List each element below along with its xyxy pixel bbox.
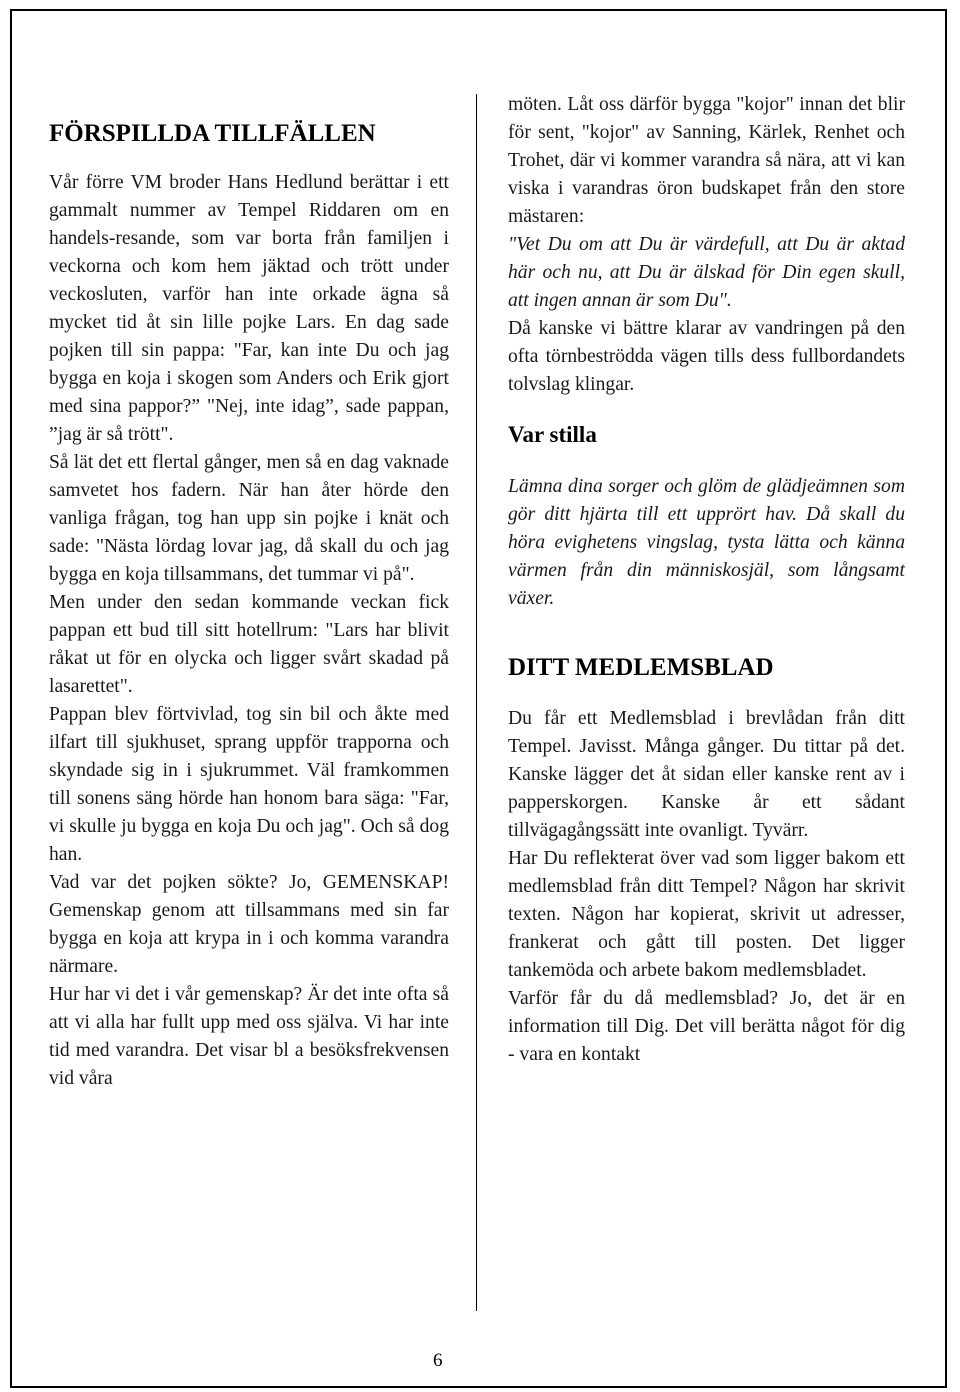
right-column: [508, 91, 905, 1069]
poem-title: Var stilla: [508, 422, 597, 447]
article-quote: "Vet Du om att Du är värdefull, att Du är aktad här och nu, att Du är älskad för Din egen skull, att ingen annan är som Du".: [508, 234, 905, 311]
article-closing: Då kanske vi bättre klarar av vandringen på den ofta törnbeströdda vägen tills dess fullbordandets tolvslag klingar.: [508, 318, 905, 395]
article-paragraph: Pappan blev förtvivlad, tog sin bil och åkte med ilfart till sjukhuset, sprang uppför trapporna och skyndade sig in i sjukrummet. Väl framkommen till sonens säng hörde han honom bara säga: "Far, vi skulle ju bygga en koja Du och jag". Och så dog han.: [49, 704, 449, 865]
article-paragraph: Så lät det ett flertal gånger, men så en dag vaknade samvetet hos fadern. När han åter hörde den vanliga frågan, tog han upp sin pojke i knät och sade: "Nästa lördag lovar jag, då skall du och jag bygga en koja tillsammans, det tummar vi på".: [49, 452, 449, 585]
poem-text: Lämna dina sorger och glöm de glädjeämnen som gör ditt hjärta till ett upprört hav. Då skall du höra evighetens vingslag, tysta lätta och känna värmen från din människosjäl, som långsamt växer.: [508, 476, 905, 609]
article-title: FÖRSPILLDA TILLFÄLLEN: [49, 120, 376, 147]
article-continuation: möten. Låt oss därför bygga "kojor" innan det blir för sent, "kojor" av Sanning, Kärlek, Renhet och Trohet, där vi kommer varandra så nära, att vi kan viska i varandras öron budskapet från den store mästaren:: [508, 94, 905, 227]
page-number: 6: [433, 1350, 443, 1371]
left-column: [49, 117, 449, 1093]
column-divider: [476, 94, 477, 1311]
newsletter-page: [10, 9, 947, 1388]
section-paragraph: Varför får du då medlemsblad? Jo, det är en information till Dig. Det vill berätta något för dig - vara en kontakt: [508, 988, 905, 1065]
article-paragraph: Vår förre VM broder Hans Hedlund berättar i ett gammalt nummer av Tempel Riddaren om en handels-resande, som var borta från familjen i veckorna och kom hem jäktad och trött under veckosluten, varför han inte orkade ägna så mycket tid åt sin lille pojke Lars. En dag sade pojken till sin pappa: "Far, kan inte Du och jag bygga en koja i skogen som Anders och Erik gjort med sina pappor?” "Nej, inte idag”, sade pappan, ”jag är så trött".: [49, 172, 449, 445]
section-paragraph: Du får ett Medlemsblad i brevlådan från ditt Tempel. Javisst. Många gånger. Du tittar på det. Kanske lägger det åt sidan eller kanske rent av i papperskorgen. Kanske år ett sådant tillvägagångssätt inte ovanligt. Tyvärr.: [508, 708, 905, 841]
article-paragraph: Men under den sedan kommande veckan fick pappan ett bud till sitt hotellrum: "Lars har blivit råkat ut för en olycka och ligger svårt skadad på lasarettet".: [49, 592, 449, 697]
article-paragraph: Vad var det pojken sökte? Jo, GEMENSKAP! Gemenskap genom att tillsammans med sin far bygga en koja att krypa in i och komma varandra närmare.: [49, 872, 449, 977]
article-paragraph: Hur har vi det i vår gemenskap? Är det inte ofta så att vi alla har fullt upp med oss själva. Vi har inte tid med varandra. Det visar bl a besöksfrekvensen vid våra: [49, 984, 449, 1089]
section-paragraph: Har Du reflekterat över vad som ligger bakom ett medlemsblad från ditt Tempel? Någon har skrivit texten. Någon har kopierat, skrivit ut adresser, frankerat och gått till posten. Det ligger tankemöda och arbete bakom medlemsbladet.: [508, 848, 905, 981]
section-title: DITT MEDLEMSBLAD: [508, 654, 774, 681]
